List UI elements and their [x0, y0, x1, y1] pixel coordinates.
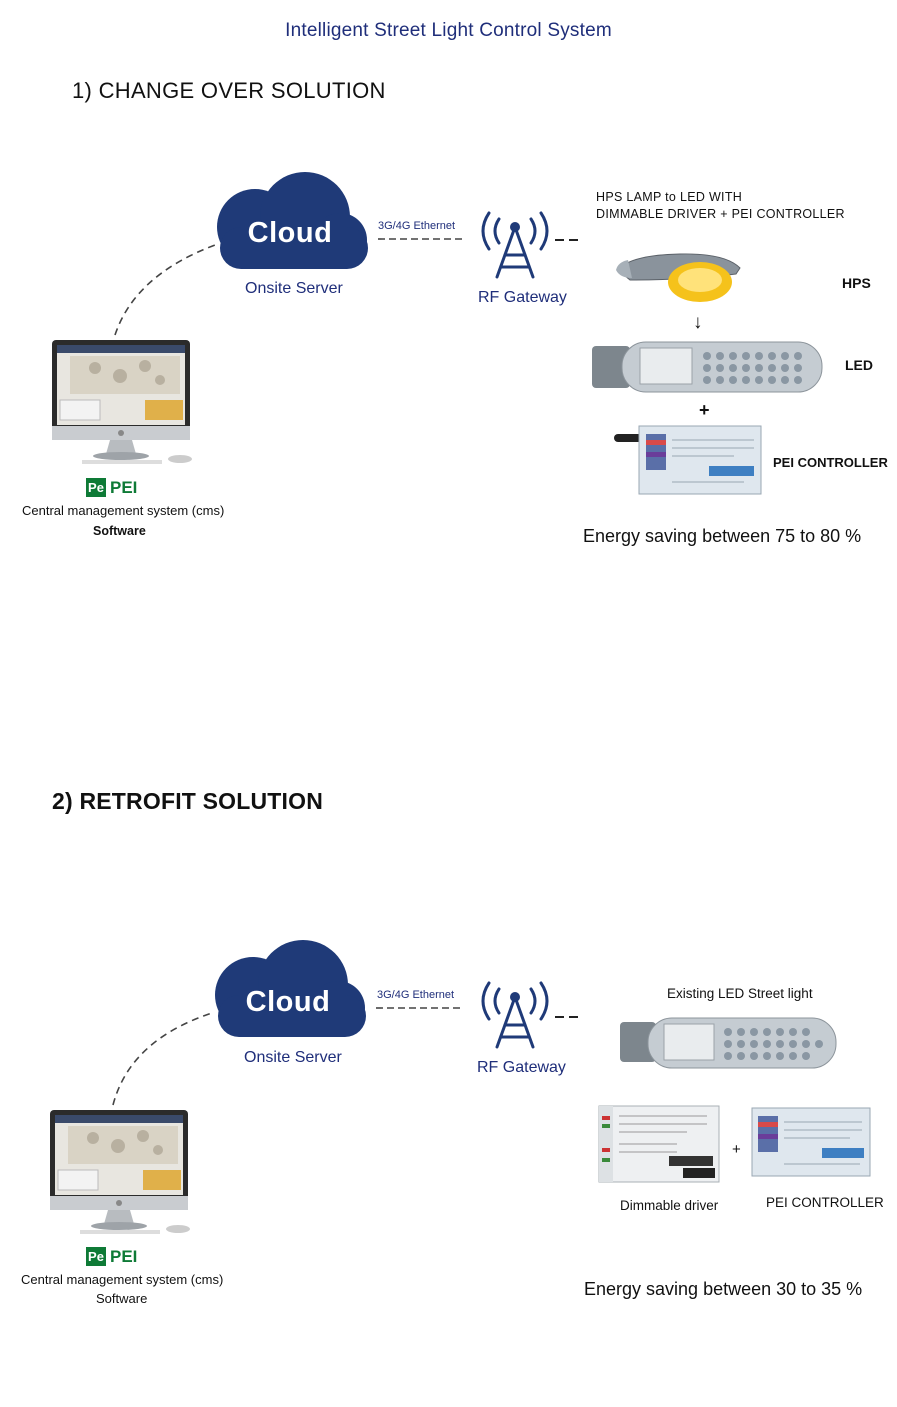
plus-sign: +: [699, 400, 710, 420]
plus-sign: +: [732, 1141, 741, 1158]
onsite-server-label: Onsite Server: [244, 1049, 342, 1066]
led-label: LED: [845, 357, 873, 373]
pei-logo: [86, 1247, 137, 1267]
pei-controller-label: PEI CONTROLLER: [766, 1195, 884, 1210]
ethernet-label: 3G/4G Ethernet: [377, 989, 455, 1001]
existing-led-label: Existing LED Street light: [667, 986, 813, 1001]
energy-saving-text: Energy saving between 75 to 80 %: [583, 526, 862, 546]
pei-logo-badge: Pe: [86, 478, 106, 497]
pei-logo: [86, 478, 137, 498]
rf-gateway-label: RF Gateway: [478, 289, 567, 306]
antenna-tower-icon: [475, 975, 565, 1050]
cloud-label: Cloud: [245, 986, 331, 1018]
monitor-icon: [48, 1108, 198, 1238]
lamp-description-line2: DIMMABLE DRIVER + PEI CONTROLLER: [596, 207, 845, 221]
software-label: Software: [96, 1291, 148, 1306]
down-arrow: ↓: [693, 312, 703, 333]
ethernet-label: 3G/4G Ethernet: [378, 220, 456, 232]
dimmable-driver-label: Dimmable driver: [620, 1198, 719, 1213]
onsite-server-label: Onsite Server: [245, 280, 343, 297]
led-fixture-icon: [592, 338, 827, 398]
cms-label: Central management system (cms): [22, 503, 225, 518]
controller-box-icon: [614, 422, 764, 497]
energy-saving-text: Energy saving between 30 to 35 %: [584, 1279, 863, 1299]
antenna-tower-icon: [475, 205, 565, 280]
cloud-label: Cloud: [247, 217, 333, 249]
rf-gateway-label: RF Gateway: [477, 1059, 566, 1076]
software-label: Software: [93, 524, 146, 538]
lamp-description-line1: HPS LAMP to LED WITH: [596, 190, 743, 204]
page-title: Intelligent Street Light Control System: [285, 20, 612, 41]
section1-heading: 1) CHANGE OVER SOLUTION: [72, 78, 386, 103]
section2-heading: 2) RETROFIT SOLUTION: [52, 788, 324, 814]
pei-logo-text: PEI: [110, 478, 138, 497]
driver-box-icon: [597, 1104, 722, 1184]
hps-label: HPS: [842, 275, 871, 291]
led-fixture-icon: [620, 1014, 840, 1074]
monitor-icon: [50, 338, 200, 468]
pei-controller-label: PEI CONTROLLER: [773, 455, 888, 470]
pei-logo-badge: Pe: [86, 1247, 106, 1266]
pei-logo-text: PEI: [110, 1247, 138, 1266]
controller-box-icon: [750, 1106, 875, 1178]
street-lamp-icon: [610, 250, 750, 310]
cms-label: Central management system (cms): [21, 1272, 224, 1287]
